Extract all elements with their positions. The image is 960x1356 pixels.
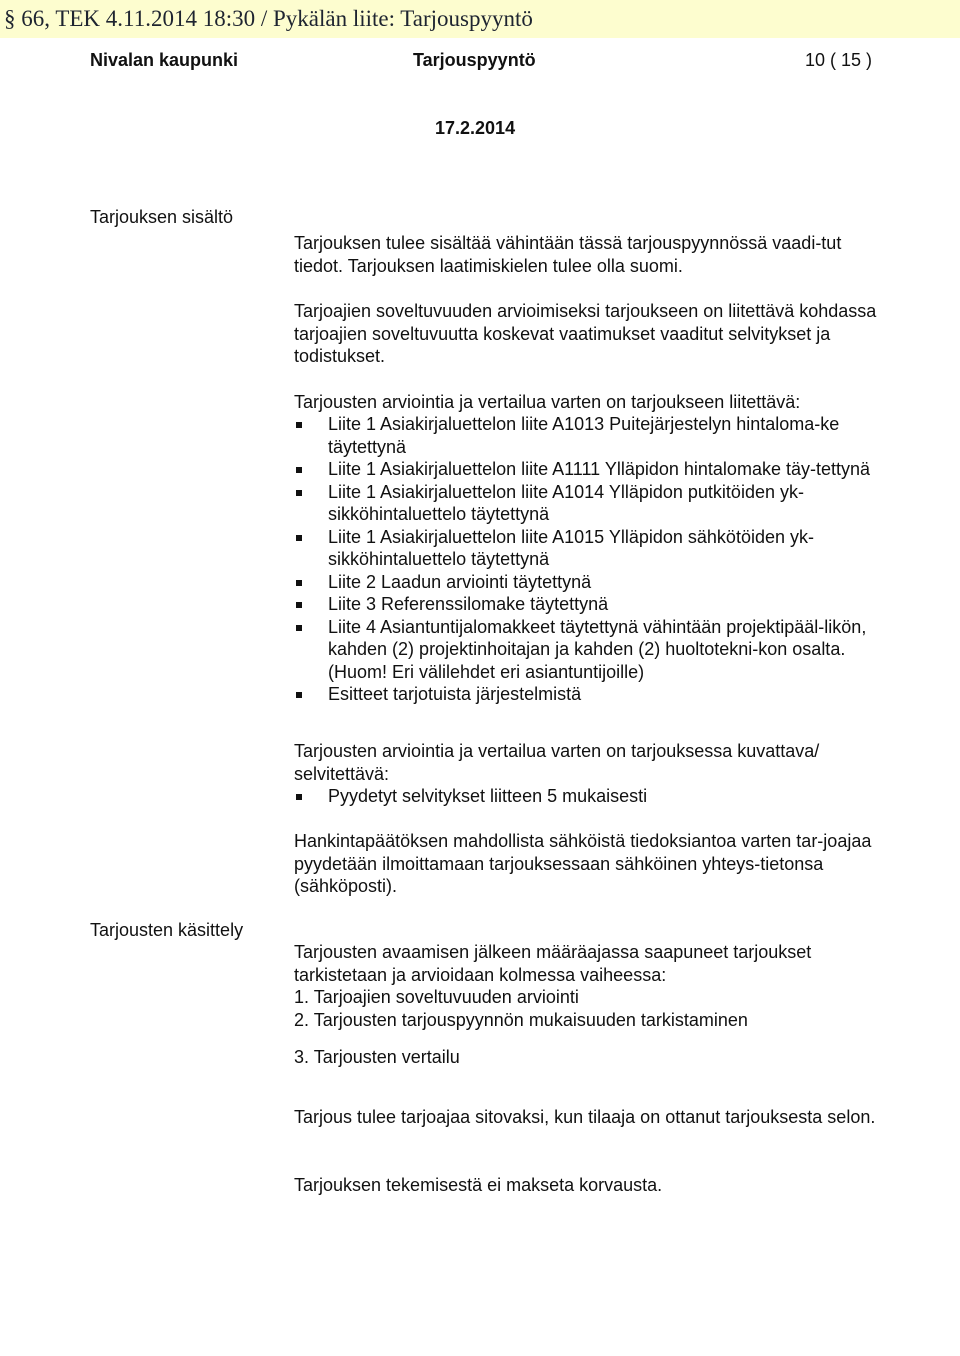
processing-step-2: 2. Tarjousten tarjouspyynnön mukaisuuden tarkistaminen [294,1009,748,1030]
list-item: Liite 3 Referenssilomake täytettynä [294,593,879,616]
list-item: Esitteet tarjotuista järjestelmistä [294,683,879,706]
list-item: Liite 1 Asiakirjaluettelon liite A1013 Puitejärjestelyn hintaloma-ke täytettynä [294,413,879,458]
paragraph-electronic-notice: Hankintapäätöksen mahdollista sähköistä tiedoksiantoa varten tar-joajaa pyydetään ilmoittamaan tarjouksessaan sähköinen yhteys-tietonsa (sähköposti). [294,831,872,896]
paragraph-offer-requirements: Tarjouksen tulee sisältää vähintään tässä tarjouspyynnössä vaadi-tut tiedot. Tarjouksen laatimiskielen tulee olla suomi. [294,233,842,276]
processing-step-1: 1. Tarjoajien soveltuvuuden arviointi [294,987,579,1007]
paragraph-description-intro: Tarjousten arviointia ja vertailua varten on tarjouksessa kuvattava/ selvitettävä: [294,741,820,784]
attachment-list [294,413,879,706]
organization-name: Nivalan kaupunki [90,50,239,70]
list-item: Liite 1 Asiakirjaluettelon liite A1111 Ylläpidon hintalomake täy-tettynä [294,458,879,481]
document-date: 17.2.2014 [435,118,516,138]
section-description-requirements [294,740,879,808]
paragraph-processing-intro: Tarjousten avaamisen jälkeen määräajassa saapuneet tarjoukset tarkistetaan ja arvioidaan kolmessa vaiheessa: [294,942,812,985]
document-type: Tarjouspyyntö [413,50,536,70]
list-item: Liite 1 Asiakirjaluettelon liite A1014 Ylläpidon putkitöiden yk-sikköhintaluettelo täytettynä [294,481,879,526]
paragraph-attachments-intro: Tarjousten arviointia ja vertailua varten on tarjoukseen liitettävä: [294,391,801,412]
list-item: Pyydetyt selvitykset liitteen 5 mukaisesti [294,785,879,808]
processing-step-3: 3. Tarjousten vertailu [294,1047,460,1067]
section-heading-offer-processing: Tarjousten käsittely [90,920,244,940]
list-item: Liite 4 Asiantuntijalomakkeet täytettynä vähintään projektipääl-likön, kahden (2) projektinhoitajan ja kahden (2) huoltotekni-kon osalta. (Huom! Eri välilehdet eri asiantuntijoille) [294,616,879,684]
section-offer-processing [294,941,879,1031]
page-number: 10 ( 15 ) [805,50,873,70]
section-heading-offer-content: Tarjouksen sisältö [90,207,234,227]
description-list [294,785,879,808]
list-item: Liite 1 Asiakirjaluettelon liite A1015 Ylläpidon sähkötöiden yk-sikköhintaluettelo täytettynä [294,526,879,571]
list-item: Liite 2 Laadun arviointi täytettynä [294,571,879,594]
section-offer-content [294,232,879,706]
paragraph-suitability: Tarjoajien soveltuvuuden arvioimiseksi tarjoukseen on liitettävä kohdassa tarjoajien soveltuvuutta koskevat vaatimukset vaaditut selvitykset ja todistukset. [294,301,877,366]
paragraph-binding-offer: Tarjous tulee tarjoajaa sitovaksi, kun tilaaja on ottanut tarjouksesta selon. [294,1107,876,1127]
paragraph-no-compensation: Tarjouksen tekemisestä ei makseta korvausta. [294,1175,663,1195]
agenda-banner: § 66, TEK 4.11.2014 18:30 / Pykälän liite: Tarjouspyyntö [0,0,960,38]
